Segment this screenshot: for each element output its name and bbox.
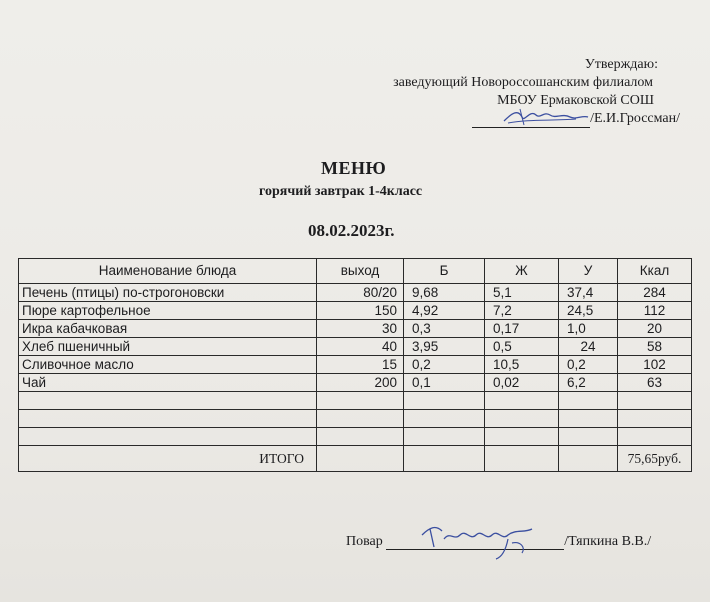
cook-label: Повар bbox=[346, 534, 383, 549]
kcal-cell: 58 bbox=[618, 338, 692, 356]
fat-cell: 0,02 bbox=[485, 374, 559, 392]
dish-name: Пюре картофельное bbox=[19, 302, 317, 320]
dish-name: Сливочное масло bbox=[19, 356, 317, 374]
page-subtitle: горячий завтрак 1-4класс bbox=[259, 184, 423, 199]
protein-cell: 0,1 bbox=[404, 374, 485, 392]
table-row-empty bbox=[19, 392, 692, 410]
kcal-cell: 102 bbox=[618, 356, 692, 374]
approval-signer-name: /Е.И.Гроссман/ bbox=[590, 111, 680, 126]
table-header-row bbox=[19, 259, 692, 284]
header-protein: Б bbox=[404, 259, 485, 284]
kcal-cell: 63 bbox=[618, 374, 692, 392]
kcal-cell: 284 bbox=[618, 284, 692, 302]
dish-name: Икра кабачковая bbox=[19, 320, 317, 338]
header-kcal: Ккал bbox=[618, 259, 692, 284]
signature-icon bbox=[500, 105, 590, 129]
table-row bbox=[19, 356, 692, 374]
table-row bbox=[19, 284, 692, 302]
cook-name: /Тяпкина В.В./ bbox=[564, 534, 652, 549]
fat-cell: 10,5 bbox=[485, 356, 559, 374]
portion-cell: 40 bbox=[317, 338, 404, 356]
cook-signature-icon bbox=[416, 517, 556, 561]
carbs-cell: 24 bbox=[559, 338, 618, 356]
protein-cell: 4,92 bbox=[404, 302, 485, 320]
table-row-empty bbox=[19, 410, 692, 428]
menu-date: 08.02.2023г. bbox=[308, 221, 395, 240]
dish-name: Чай bbox=[19, 374, 317, 392]
approval-signature-line bbox=[472, 110, 680, 128]
portion-cell: 30 bbox=[317, 320, 404, 338]
protein-cell: 0,2 bbox=[404, 356, 485, 374]
header-fat: Ж bbox=[485, 259, 559, 284]
kcal-cell: 112 bbox=[618, 302, 692, 320]
approval-position: заведующий Новороссошанским филиалом bbox=[393, 75, 653, 90]
approval-signature bbox=[472, 113, 590, 128]
carbs-cell: 6,2 bbox=[559, 374, 618, 392]
protein-cell: 3,95 bbox=[404, 338, 485, 356]
protein-cell: 0,3 bbox=[404, 320, 485, 338]
header-dish: Наименование блюда bbox=[19, 259, 317, 284]
carbs-cell: 24,5 bbox=[559, 302, 618, 320]
fat-cell: 0,5 bbox=[485, 338, 559, 356]
dish-name: Хлеб пшеничный bbox=[19, 338, 317, 356]
carbs-cell: 1,0 bbox=[559, 320, 618, 338]
carbs-cell: 0,2 bbox=[559, 356, 618, 374]
page-title: МЕНЮ bbox=[321, 158, 387, 178]
portion-cell: 150 bbox=[317, 302, 404, 320]
table-row bbox=[19, 320, 692, 338]
total-value: 75,65руб. bbox=[618, 446, 692, 472]
portion-cell: 80/20 bbox=[317, 284, 404, 302]
table-row bbox=[19, 338, 692, 356]
total-label: ИТОГО bbox=[19, 446, 317, 472]
cook-signature-block bbox=[346, 534, 651, 550]
approval-organization: МБОУ Ермаковской СОШ bbox=[497, 93, 654, 108]
fat-cell: 0,17 bbox=[485, 320, 559, 338]
header-portion: выход bbox=[317, 259, 404, 284]
dish-name: Печень (птицы) по-строгоновски bbox=[19, 284, 317, 302]
table-row-empty bbox=[19, 428, 692, 446]
menu-table bbox=[18, 258, 692, 472]
kcal-cell: 20 bbox=[618, 320, 692, 338]
table-total-row bbox=[19, 446, 692, 472]
header-carbs: У bbox=[559, 259, 618, 284]
fat-cell: 5,1 bbox=[485, 284, 559, 302]
approval-heading: Утверждаю: bbox=[584, 57, 658, 72]
table-row bbox=[19, 374, 692, 392]
portion-cell: 200 bbox=[317, 374, 404, 392]
cook-signature bbox=[386, 535, 564, 550]
portion-cell: 15 bbox=[317, 356, 404, 374]
fat-cell: 7,2 bbox=[485, 302, 559, 320]
table-row bbox=[19, 302, 692, 320]
protein-cell: 9,68 bbox=[404, 284, 485, 302]
carbs-cell: 37,4 bbox=[559, 284, 618, 302]
